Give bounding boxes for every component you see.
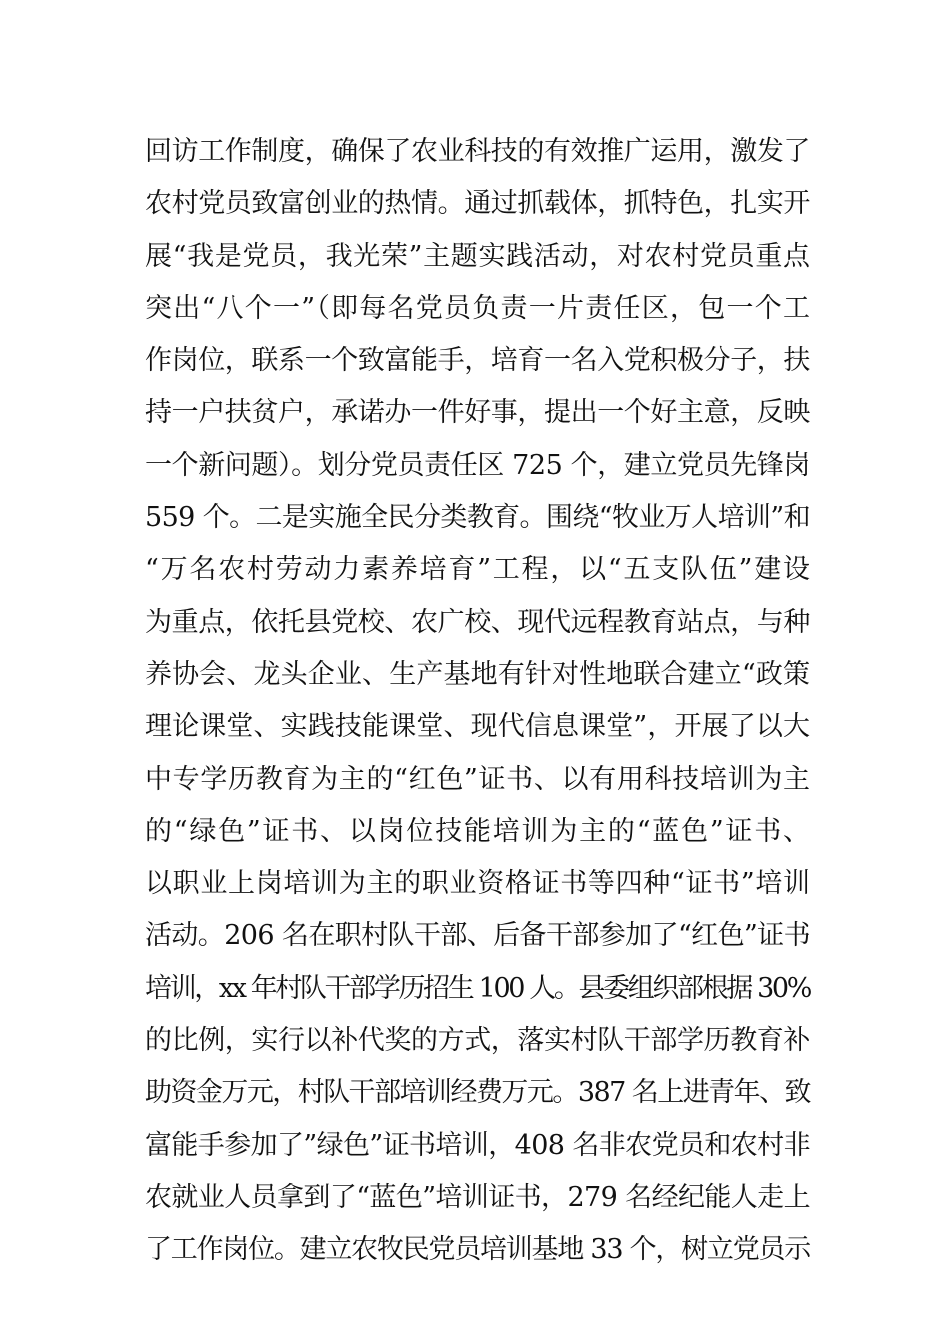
text-line: 以职业上岗培训为主的职业资格证书等四种“证书”培训 [145,868,810,900]
text-line: 农就业人员拿到了“蓝色”培训证书，279 名经纪能人走上 [145,1181,810,1213]
text-line: 了工作岗位。建立农牧民党员培训基地 33 个，树立党员示 [145,1234,810,1266]
text-line: 活动。206 名在职村队干部、后备干部参加了“红色”证书 [145,920,810,952]
text-line: 回访工作制度，确保了农业科技的有效推广运用，激发了 [145,136,810,167]
text-line: 突出“八个一”（即每名党员负责一片责任区，包一个工 [145,292,810,324]
text-line: 一个新问题）。划分党员责任区 725 个，建立党员先锋岗 [145,449,810,481]
text-line: 助资金万元，村队干部培训经费万元。387 名上进青年、致 [145,1077,810,1109]
text-line: 持一户扶贫户，承诺办一件好事，提出一个好主意，反映 [145,397,810,429]
text-line: 中专学历教育为主的“红色”证书、以有用科技培训为主 [145,763,810,795]
text-line: 的比例，实行以补代奖的方式，落实村队干部学历教育补 [145,1025,810,1057]
text-line: 富能手参加了”绿色”证书培训，408 名非农党员和农村非 [145,1129,810,1161]
text-line: 作岗位，联系一个致富能手，培育一名入党积极分子，扶 [145,345,810,377]
text-line: 559 个。二是实施全民分类教育。围绕“牧业万人培训”和 [145,502,810,534]
body-text [145,126,810,1277]
text-line: 养协会、龙头企业、生产基地有针对性地联合建立“政策 [145,658,810,690]
text-line: 理论课堂、实践技能课堂、现代信息课堂”，开展了以大 [145,711,810,743]
text-line: 的“绿色”证书、以岗位技能培训为主的“蓝色”证书、 [145,815,810,847]
text-line: 农村党员致富创业的热情。通过抓载体，抓特色，扎实开 [145,188,810,220]
text-line: 展“我是党员，我光荣”主题实践活动，对农村党员重点 [145,240,810,272]
text-line: 为重点，依托县党校、农广校、现代远程教育站点，与种 [145,606,810,638]
text-line: “万名农村劳动力素养培育”工程，以“五支队伍”建设 [145,554,810,586]
text-line: 培训，xx 年村队干部学历招生 100 人。县委组织部根据 30% [145,972,810,1004]
